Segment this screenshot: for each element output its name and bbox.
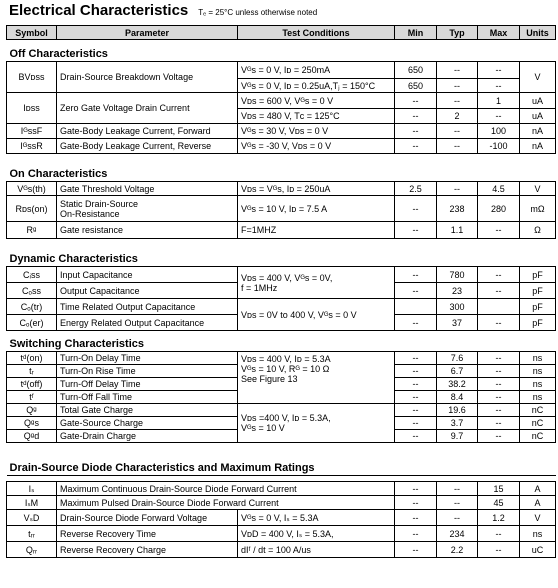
cell-symbol: Cₒss [7,283,57,299]
cell-max: -- [478,222,520,239]
cell-parameter: Turn-On Delay Time [57,352,238,365]
cell-max: -- [478,417,520,430]
cell-max: 45 [478,496,520,510]
cell-typ: 23 [437,283,478,299]
cell-condition: Vᴅs = 0V to 400 V, Vᴳs = 0 V [238,299,395,331]
cell-unit: Ω [520,222,556,239]
header-parameter: Parameter [57,26,238,40]
cell-unit: V [520,182,556,196]
cell-parameter: Drain-Source Diode Forward Voltage [57,510,238,526]
cell-max: 1 [478,93,520,109]
table-row [7,139,556,154]
cell-max: -100 [478,139,520,154]
cell-min: -- [395,109,437,124]
cell-condition [238,352,395,404]
cell-unit: nC [520,404,556,417]
cell-max: -- [478,365,520,378]
cell-min: -- [395,391,437,404]
cell-max: -- [478,430,520,443]
cell-unit: uA [520,109,556,124]
cell-min: -- [395,267,437,283]
cell-max: -- [478,352,520,365]
cell-condition: Vᴳs = 10 V, Iᴅ = 7.5 A [238,196,395,222]
cell-min: -- [395,124,437,139]
cell-parameter: Turn-Off Fall Time [57,391,238,404]
cell-condition: Vᴳs = 30 V, Vᴅs = 0 V [238,124,395,139]
table-row [7,93,556,109]
cell-max: -- [478,378,520,391]
cell-typ: 7.6 [437,352,478,365]
section-title: Drain-Source Diode Characteristics and Maximum Ratings [7,443,556,476]
cell-unit: nC [520,430,556,443]
cell-symbol: Rᴅs(on) [7,196,57,222]
table-row [7,510,556,526]
cell-min [395,299,437,315]
cell-symbol: Vᴳs(th) [7,182,57,196]
cell-typ: 19.6 [437,404,478,417]
header-typ: Typ [437,26,478,40]
table-row [7,542,556,558]
section-on [7,154,556,182]
cell-parameter: Gate Threshold Voltage [57,182,238,196]
header-min: Min [395,26,437,40]
cell-unit: ns [520,378,556,391]
cell-unit: pF [520,315,556,331]
cell-condition: Vᴅs = Vᴳs, Iᴅ = 250uA [238,182,395,196]
cell-unit: pF [520,267,556,283]
table-row [7,299,556,315]
cell-typ: 234 [437,526,478,542]
cell-symbol: tᶠ [7,391,57,404]
header-test-conditions: Test Conditions [238,26,395,40]
cond-line-3: See Figure 13 [241,374,298,384]
cell-unit: V [520,510,556,526]
cell-unit: ns [520,352,556,365]
section-title: Off Characteristics [7,40,556,62]
table-row [7,222,556,239]
cell-min: -- [395,139,437,154]
cell-typ: 2 [437,109,478,124]
cell-condition: Vᴅs = 600 V, Vᴳs = 0 V [238,93,395,109]
cell-max: 15 [478,482,520,496]
section-title: Dynamic Characteristics [7,239,556,267]
cell-typ: 3.7 [437,417,478,430]
cell-symbol: Qᵍd [7,430,57,443]
cell-symbol: tᵣ [7,365,57,378]
cell-min: -- [395,404,437,417]
cell-unit: ns [520,365,556,378]
cell-unit: pF [520,299,556,315]
cell-max: -- [478,79,520,93]
cell-typ: -- [437,62,478,79]
cell-unit: nA [520,124,556,139]
condition-note: Tₑ = 25°C unless otherwise noted [198,8,318,17]
cell-min: -- [395,417,437,430]
cell-symbol: IᴳssR [7,139,57,154]
cell-symbol: BVᴅss [7,62,57,93]
cell-typ: 37 [437,315,478,331]
cell-min: 2.5 [395,182,437,196]
cell-parameter: Maximum Continuous Drain-Source Diode Forward Current [57,482,395,496]
cond-line-1: Vᴅs = 400 V, Vᴳs = 0V, [241,272,333,283]
section-diode [7,443,556,476]
cell-parameter: Gate-Body Leakage Current, Reverse [57,139,238,154]
cell-parameter: Maximum Pulsed Drain-Source Diode Forward Current [57,496,395,510]
cell-typ: 8.4 [437,391,478,404]
cell-max: 4.5 [478,182,520,196]
cell-typ: 238 [437,196,478,222]
cond-line-2: Vᴳs = 10 V, Rᴳ = 10 Ω [241,364,330,374]
table-row [7,526,556,542]
cell-min: -- [395,93,437,109]
cell-max: -- [478,526,520,542]
cell-min: -- [395,365,437,378]
cell-max: -- [478,267,520,283]
cell-max: -- [478,109,520,124]
section-title: Switching Characteristics [7,331,556,352]
section-off [7,40,556,62]
cell-unit: uC [520,542,556,558]
header-symbol: Symbol [7,26,57,40]
cell-unit: pF [520,283,556,299]
cell-min: -- [395,196,437,222]
cell-unit: nC [520,417,556,430]
table-row [7,404,556,417]
cell-typ: 2.2 [437,542,478,558]
table-row [7,62,556,79]
cell-min: -- [395,315,437,331]
cell-typ: 300 [437,299,478,315]
cell-max: 280 [478,196,520,222]
cell-symbol: Rᵍ [7,222,57,239]
cell-symbol: Qᵍ [7,404,57,417]
cell-parameter: Reverse Recovery Charge [57,542,238,558]
cell-typ: -- [437,124,478,139]
cell-max: -- [478,315,520,331]
cell-typ: 780 [437,267,478,283]
cell-parameter: Turn-Off Delay Time [57,378,238,391]
characteristics-table [6,25,556,558]
table-row [7,196,556,222]
header-row [7,26,556,40]
cell-min: -- [395,482,437,496]
cell-condition: VᴅD = 400 V, Iₛ = 5.3A, [238,526,395,542]
cell-parameter: Gate-Body Leakage Current, Forward [57,124,238,139]
cell-unit: mΩ [520,196,556,222]
cell-condition: Vᴳs = 0 V, Iᴅ = 250mA [238,62,395,79]
cell-typ: -- [437,139,478,154]
cond-line-1: Vᴅs = 400 V, Iᴅ = 5.3A [241,354,331,364]
cell-symbol: Qᵣᵣ [7,542,57,558]
section-switching [7,331,556,352]
cell-max: -- [478,391,520,404]
page-title: Electrical Characteristics [9,2,189,19]
cell-min: -- [395,510,437,526]
cell-max: -- [478,404,520,417]
cond-line-2: Vᴳs = 10 V [241,423,285,433]
cell-parameter: Input Capacitance [57,267,238,283]
cell-parameter: Gate resistance [57,222,238,239]
cell-symbol: Iₛ [7,482,57,496]
cell-symbol: Cₒ(er) [7,315,57,331]
cond-line-2: f = 1MHz [241,282,278,293]
cell-parameter [57,196,238,222]
cell-typ: 1.1 [437,222,478,239]
table-row [7,182,556,196]
header-units: Units [520,26,556,40]
cell-min: -- [395,526,437,542]
cell-parameter: Turn-On Rise Time [57,365,238,378]
param-line-1: Static Drain-Source [60,198,139,209]
cell-typ: -- [437,79,478,93]
cell-max: 1.2 [478,510,520,526]
cell-typ: -- [437,496,478,510]
cell-condition: Vᴳs = -30 V, Vᴅs = 0 V [238,139,395,154]
cell-typ: 38.2 [437,378,478,391]
cell-min: -- [395,496,437,510]
cell-typ: -- [437,510,478,526]
cell-symbol: Iᴅss [7,93,57,124]
cell-parameter: Zero Gate Voltage Drain Current [57,93,238,124]
cell-min: 650 [395,79,437,93]
cell-unit: ns [520,526,556,542]
cell-symbol: tᵈ(on) [7,352,57,365]
cell-min: -- [395,378,437,391]
cell-typ: -- [437,93,478,109]
cell-typ: 6.7 [437,365,478,378]
cell-typ: -- [437,182,478,196]
cell-unit: V [520,62,556,93]
header [9,2,317,24]
cell-typ: 9.7 [437,430,478,443]
cell-max: -- [478,542,520,558]
cell-symbol: Qᵍs [7,417,57,430]
cell-min: -- [395,542,437,558]
cell-condition: Vᴅs = 480 V, Tᴄ = 125°C [238,109,395,124]
cell-condition: Vᴳs = 0 V, Iₛ = 5.3A [238,510,395,526]
cell-unit: ns [520,391,556,404]
table-row [7,124,556,139]
cell-parameter: Reverse Recovery Time [57,526,238,542]
cell-symbol: VₛD [7,510,57,526]
cell-parameter: Drain-Source Breakdown Voltage [57,62,238,93]
cell-symbol: Cₒ(tr) [7,299,57,315]
cell-min: 650 [395,62,437,79]
cell-parameter: Energy Related Output Capacitance [57,315,238,331]
cell-parameter: Gate-Source Charge [57,417,238,430]
table-row [7,352,556,365]
cell-condition [238,404,395,443]
cell-symbol: tᵣᵣ [7,526,57,542]
cell-max [478,299,520,315]
param-line-2: On-Resistance [60,208,120,219]
cell-unit: A [520,482,556,496]
cell-max: -- [478,62,520,79]
header-max: Max [478,26,520,40]
table-row [7,496,556,510]
cell-symbol: IₛM [7,496,57,510]
table-row [7,482,556,496]
cell-parameter: Total Gate Charge [57,404,238,417]
cell-typ: -- [437,482,478,496]
cell-min: -- [395,352,437,365]
table-row [7,267,556,283]
section-title: On Characteristics [7,154,556,182]
cell-condition [238,267,395,299]
cell-symbol: IᴳssF [7,124,57,139]
cell-unit: nA [520,139,556,154]
cell-parameter: Gate-Drain Charge [57,430,238,443]
cell-min: -- [395,283,437,299]
cell-symbol: Cᵢss [7,267,57,283]
cell-max: 100 [478,124,520,139]
cell-condition: dIᶠ / dt = 100 A/us [238,542,395,558]
cell-min: -- [395,430,437,443]
cell-max: -- [478,283,520,299]
cell-symbol: tᵈ(off) [7,378,57,391]
cell-parameter: Time Related Output Capacitance [57,299,238,315]
cell-unit: A [520,496,556,510]
cell-condition: Vᴳs = 0 V, Iᴅ = 0.25uA,Tⱼ = 150°C [238,79,395,93]
section-dynamic [7,239,556,267]
cell-condition: F=1MHZ [238,222,395,239]
cell-unit: uA [520,93,556,109]
cond-line-1: Vᴅs =400 V, Iᴅ = 5.3A, [241,413,331,423]
cell-parameter: Output Capacitance [57,283,238,299]
cell-min: -- [395,222,437,239]
